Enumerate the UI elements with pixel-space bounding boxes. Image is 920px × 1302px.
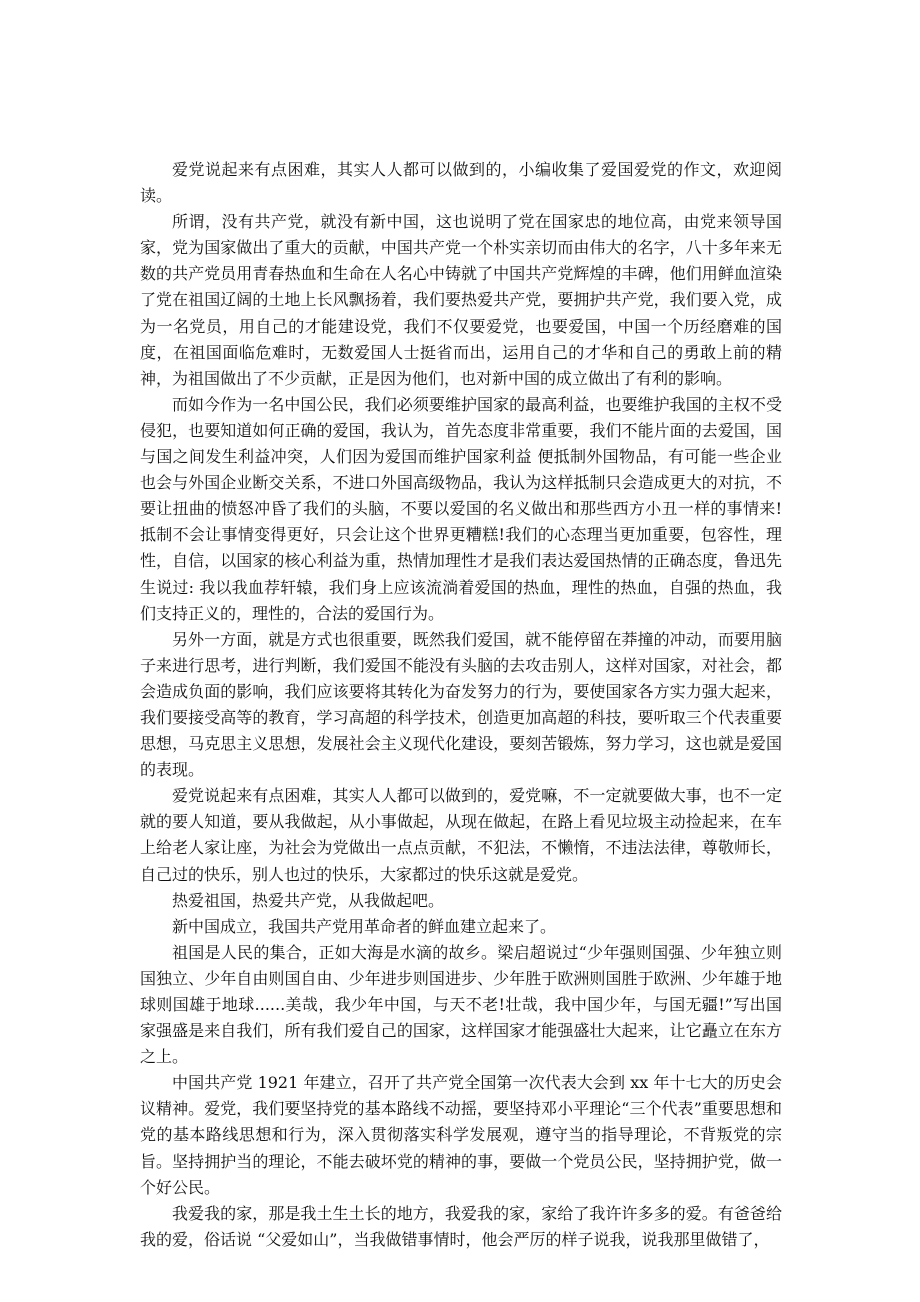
document-body: [140, 157, 782, 1253]
paragraph: 新中国成立，我国共产党用革命者的鲜血建立起来了。: [172, 916, 557, 936]
paragraph: 而如今作为一名中国公民，我们必须要维护国家的最高利益，也要维护我国的主权不受侵犯，也要知道如何正确的爱国，我认为，首先态度非常重要，我们不能片面的去爱国，国与国之间发生利益冲突，人们因为爱国而维护国家利益 便抵制外国物品，有可能一些企业也会与外国企业断交关系，不进口外国高级物品，我认为这样抵制只会造成更大的对抗，不要让扭曲的愤怒冲昏了我们的头脑，不要以爱国的名义做出和那些西方小丑一样的事情来!抵制不会让事情变得更好，只会让这个世界更糟糕!我们的心态理当更加重要，包容性，理性，自信，以国家的核心利益为重，热情加理性才是我们表达爱国热情的正确态度，鲁迅先生说过: 我以我血荐轩辕，我们身上应该流淌着爱国的热血，理性的热血，自强的热血，我们支持正义的，理性的，合法的爱国行为。: [140, 394, 782, 623]
paragraph: 热爱祖国，热爱共产党，从我做起吧。: [172, 890, 445, 910]
paragraph: 中国共产党 1921 年建立，召开了共产党全国第一次代表大会到 xx 年十七大的历史会议精神。爱党，我们要坚持党的基本路线不动摇，要坚持邓小平理论“三个代表”重要思想和党的基本路线思想和行为，深入贯彻落实科学发展观，遵守当的指导理论，不背叛党的宗旨。坚持拥护当的理论，不能去破坏党的精神的事，要做一个党员公民，坚持拥护党，做一个好公民。: [140, 1073, 782, 1197]
paragraph: 另外一方面，就是方式也很重要，既然我们爱国，就不能停留在莽撞的冲动，而要用脑子来进行思考，进行判断，我们爱国不能没有头脑的去攻击别人，这样对国家，对社会，都会造成负面的影响，我们应该要将其转化为奋发努力的行为，要使国家各方实力强大起来，我们要接受高等的教育，学习高超的科学技术，创造更加高超的科技，要听取三个代表重要思想，马克思主义思想，发展社会主义现代化建设，要刻苦锻炼，努力学习，这也就是爱国的表现。: [140, 629, 782, 780]
paragraph: 爱党说起来有点困难，其实人人都可以做到的，爱党嘛，不一定就要做大事，也不一定就的要人知道，要从我做起，从小事做起，从现在做起，在路上看见垃圾主动捡起来，在车上给老人家让座，为社会为党做出一点点贡献，不犯法，不懒惰，不违法法律，尊敬师长，自己过的快乐，别人也过的快乐，大家都过的快乐这就是爱党。: [140, 786, 782, 884]
paragraph: 爱党说起来有点困难，其实人人都可以做到的，小编收集了爱国爱党的作文，欢迎阅读。: [140, 160, 782, 206]
paragraph: 所谓，没有共产党，就没有新中国，这也说明了党在国家忠的地位高，由党来领导国家，党为国家做出了重大的贡献，中国共产党一个朴实亲切而由伟大的名字，八十多年来无数的共产党员用青春热血和生命在人名心中铸就了中国共产党辉煌的丰碑，他们用鲜血渲染了党在祖国辽阔的土地上长风飘扬着，我们要热爱共产党，要拥护共产党，我们要入党，成为一名党员，用自己的才能建设党，我们不仅要爱党，也要爱国，中国一个历经磨难的国度，在祖国面临危难时，无数爱国人士挺省而出，运用自己的才华和自己的勇敢上前的精神，为祖国做出了不少贡献，正是因为他们，也对新中国的成立做出了有利的影响。: [140, 212, 782, 388]
paragraph: 祖国是人民的集合，正如大海是水滴的故乡。梁启超说过“少年强则国强、少年独立则国独立、少年自由则国自由、少年进步则国进步、少年胜于欧洲则国胜于欧洲、少年雄于地球则国雄于地球......美哉，我少年中国，与天不老!壮哉，我中国少年，与国无疆!”写出国家强盛是来自我们，所有我们爱自己的国家，这样国家才能强盛壮大起来，让它矗立在东方之上。: [140, 942, 782, 1067]
paragraph: 我爱我的家，那是我土生土长的地方，我爱我的家，家给了我许许多多的爱。有爸爸给我的爱，俗话说 “父爱如山”，当我做错事情时，他会严厉的样子说我，说我那里做错了，: [140, 1203, 782, 1249]
